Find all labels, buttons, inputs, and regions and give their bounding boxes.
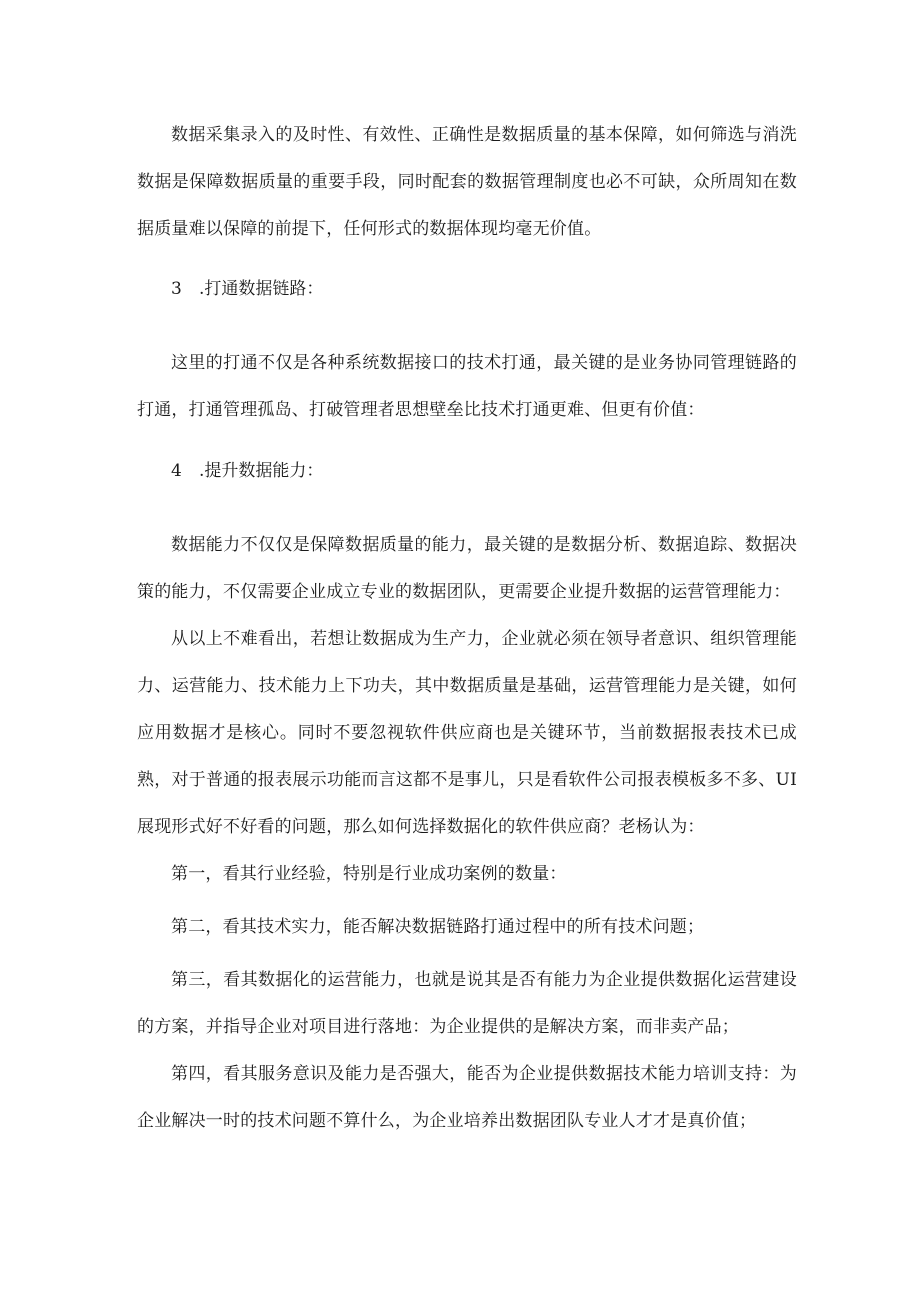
heading-section-3 <box>171 274 323 304</box>
point-first: 第一，看其行业经验，特别是行业成功案例的数量： <box>171 864 567 884</box>
heading-4-number: 4 <box>171 461 182 481</box>
paragraph-data-quality: 数据采集录入的及时性、有效性、正确性是数据质量的基本保障，如何筛选与消洗数据是保障数据质量的重要手段，同时配套的数据管理制度也必不可缺，众所周知在数据质量难以保障的前提下，任何形式的数据体现均毫无价值。 <box>137 125 797 239</box>
heading-3-number: 3 <box>171 279 182 299</box>
paragraph-data-link: 这里的打通不仅是各种系统数据接口的技术打通，最关键的是业务协同管理链路的打通，打通管理孤岛、打破管理者思想壁垒比技术打通更难、但更有价值： <box>137 353 797 420</box>
point-second: 第二，看其技术实力，能否解决数据链路打通过程中的所有技术问题； <box>171 917 705 937</box>
paragraph-summary: 从以上不难看出，若想让数据成为生产力，企业就必须在领导者意识、组织管理能力、运营能力、技术能力上下功夫，其中数据质量是基础，运营管理能力是关键，如何应用数据才是核心。同时不要忽视软件供应商也是关键环节，当前数据报表技术已成熟，对于普通的报表展示功能而言这都不是事儿，只是看软件公司报表模板多不多、UI展现形式好不好看的问题，那么如何选择数据化的软件供应商？老杨认为： <box>137 629 797 837</box>
heading-section-4 <box>171 456 323 486</box>
heading-3-text: .打通数据链路： <box>199 279 324 299</box>
paragraph-data-capability: 数据能力不仅仅是保障数据质量的能力，最关键的是数据分析、数据追踪、数据决策的能力，不仅需要企业成立专业的数据团队，更需要企业提升数据的运营管理能力： <box>137 535 797 602</box>
point-fourth: 第四，看其服务意识及能力是否强大，能否为企业提供数据技术能力培训支持：为企业解决一时的技术问题不算什么，为企业培养出数据团队专业人才才是真价值； <box>137 1064 797 1131</box>
point-third: 第三，看其数据化的运营能力，也就是说其是否有能力为企业提供数据化运营建设的方案，并指导企业对项目进行落地：为企业提供的是解决方案，而非卖产品； <box>137 970 797 1037</box>
heading-4-text: .提升数据能力： <box>199 461 324 481</box>
